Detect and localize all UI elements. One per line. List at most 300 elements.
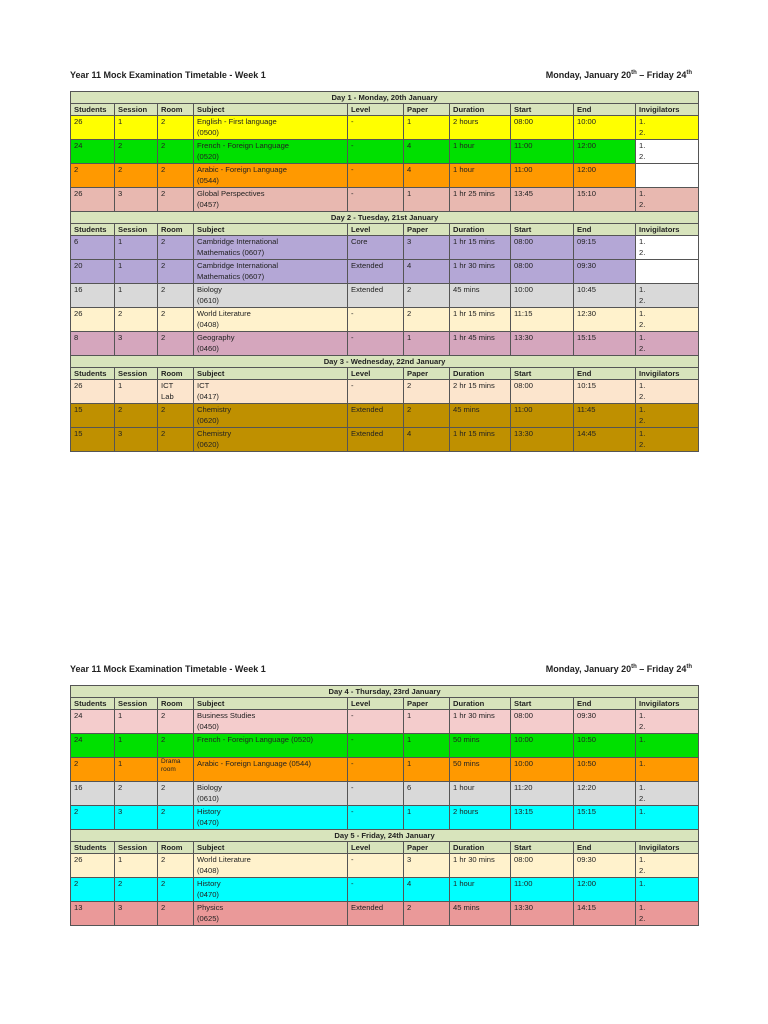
- cell-level: Extended: [348, 284, 404, 308]
- timetable-page-1: [70, 70, 698, 452]
- cell-duration: 45 mins: [450, 404, 511, 428]
- cell-subject: [194, 332, 348, 356]
- cell-invigilators: [636, 782, 699, 806]
- cell-session: 1: [115, 284, 158, 308]
- column-header: Session: [115, 368, 158, 380]
- room-line: ICT: [161, 381, 174, 390]
- subject-code: (0417): [197, 392, 219, 401]
- cell-start: 11:20: [511, 782, 574, 806]
- invigilator-2: 2.: [639, 128, 646, 137]
- invigilator-2: 2.: [639, 152, 646, 161]
- cell-level: -: [348, 854, 404, 878]
- cell-session: 1: [115, 734, 158, 758]
- column-header: Paper: [404, 368, 450, 380]
- cell-duration: 1 hr 30 mins: [450, 260, 511, 284]
- cell-students: 26: [71, 116, 115, 140]
- cell-start: 08:00: [511, 380, 574, 404]
- cell-end: 10:15: [574, 380, 636, 404]
- cell-level: Extended: [348, 428, 404, 452]
- cell-invigilators: [636, 260, 699, 284]
- cell-end: 09:15: [574, 236, 636, 260]
- cell-end: 10:00: [574, 116, 636, 140]
- cell-students: 26: [71, 188, 115, 212]
- cell-start: 11:00: [511, 140, 574, 164]
- column-header: Paper: [404, 698, 450, 710]
- cell-invigilators: [636, 236, 699, 260]
- column-header: Students: [71, 104, 115, 116]
- cell-paper: 1: [404, 188, 450, 212]
- cell-start: 13:30: [511, 902, 574, 926]
- column-header: Start: [511, 842, 574, 854]
- cell-start: 11:00: [511, 404, 574, 428]
- subject-name: Business Studies: [197, 711, 256, 720]
- invigilator-2: 2.: [639, 392, 646, 401]
- cell-level: Extended: [348, 260, 404, 284]
- cell-start: 13:15: [511, 806, 574, 830]
- cell-session: 2: [115, 164, 158, 188]
- column-header: Subject: [194, 104, 348, 116]
- cell-paper: 3: [404, 236, 450, 260]
- subject-name: Cambridge International: [197, 237, 279, 246]
- cell-subject: [194, 734, 348, 758]
- cell-end: 14:15: [574, 902, 636, 926]
- day-title-row: [71, 356, 699, 368]
- cell-invigilators: [636, 428, 699, 452]
- cell-duration: 1 hour: [450, 878, 511, 902]
- column-header: Invigilators: [636, 368, 699, 380]
- cell-start: 08:00: [511, 236, 574, 260]
- cell-paper: 1: [404, 734, 450, 758]
- cell-paper: 1: [404, 332, 450, 356]
- cell-subject: [194, 116, 348, 140]
- cell-room: [158, 284, 194, 308]
- column-header: Students: [71, 842, 115, 854]
- cell-start: 13:30: [511, 332, 574, 356]
- exam-row: [71, 782, 699, 806]
- subject-name: World Literature: [197, 309, 251, 318]
- column-header: Room: [158, 104, 194, 116]
- cell-students: 15: [71, 428, 115, 452]
- page-header: [70, 664, 698, 678]
- column-header-row: [71, 368, 699, 380]
- day-title: Day 1 - Monday, 20th January: [71, 92, 699, 104]
- cell-duration: 1 hr 25 mins: [450, 188, 511, 212]
- cell-room: [158, 236, 194, 260]
- invigilator-1: 1.: [639, 855, 646, 864]
- cell-start: 10:00: [511, 734, 574, 758]
- exam-row: [71, 188, 699, 212]
- cell-session: 2: [115, 404, 158, 428]
- cell-duration: 1 hr 15 mins: [450, 236, 511, 260]
- cell-end: 09:30: [574, 710, 636, 734]
- cell-room: [158, 116, 194, 140]
- cell-room: [158, 380, 194, 404]
- cell-subject: [194, 806, 348, 830]
- cell-invigilators: [636, 854, 699, 878]
- cell-duration: 45 mins: [450, 284, 511, 308]
- invigilator-2: 2.: [639, 248, 646, 257]
- exam-row: [71, 284, 699, 308]
- cell-start: 10:00: [511, 284, 574, 308]
- column-header-row: [71, 104, 699, 116]
- cell-subject: [194, 404, 348, 428]
- invigilator-1: 1.: [639, 711, 646, 720]
- subject-name: Geography: [197, 333, 235, 342]
- day-title-row: [71, 92, 699, 104]
- cell-room: [158, 710, 194, 734]
- invigilator-1: 1.: [639, 333, 646, 342]
- cell-level: -: [348, 878, 404, 902]
- cell-invigilators: [636, 284, 699, 308]
- cell-subject: [194, 236, 348, 260]
- subject-code: (0620): [197, 440, 219, 449]
- cell-room: [158, 260, 194, 284]
- subject-name: Cambridge International: [197, 261, 279, 270]
- cell-students: 2: [71, 878, 115, 902]
- timetable-page-2: [70, 664, 698, 926]
- exam-row: [71, 854, 699, 878]
- room-line: 2: [161, 261, 166, 270]
- invigilator-1: 1.: [639, 735, 646, 744]
- day-title-row: [71, 830, 699, 842]
- cell-level: -: [348, 140, 404, 164]
- column-header: Students: [71, 224, 115, 236]
- subject-code: (0408): [197, 320, 219, 329]
- cell-session: 1: [115, 854, 158, 878]
- column-header: Invigilators: [636, 842, 699, 854]
- cell-paper: 4: [404, 140, 450, 164]
- cell-students: 24: [71, 710, 115, 734]
- cell-students: 13: [71, 902, 115, 926]
- subject-code: (0620): [197, 416, 219, 425]
- cell-subject: [194, 902, 348, 926]
- exam-row: [71, 332, 699, 356]
- cell-room: [158, 902, 194, 926]
- room-line: 2: [161, 165, 166, 174]
- cell-level: -: [348, 164, 404, 188]
- column-header: Invigilators: [636, 104, 699, 116]
- cell-paper: 3: [404, 854, 450, 878]
- cell-duration: 1 hr 45 mins: [450, 332, 511, 356]
- invigilator-2: 2.: [639, 200, 646, 209]
- invigilator-2: 2.: [639, 866, 646, 875]
- column-header: Duration: [450, 698, 511, 710]
- cell-end: 10:50: [574, 758, 636, 782]
- cell-end: 09:30: [574, 854, 636, 878]
- subject-name: Physics: [197, 903, 224, 912]
- cell-room: [158, 188, 194, 212]
- cell-room: [158, 806, 194, 830]
- subject-name: ICT: [197, 381, 210, 390]
- column-header: Room: [158, 368, 194, 380]
- invigilator-2: 2.: [639, 440, 646, 449]
- cell-students: 24: [71, 140, 115, 164]
- cell-level: -: [348, 758, 404, 782]
- cell-duration: 1 hour: [450, 782, 511, 806]
- column-header: Room: [158, 224, 194, 236]
- exam-row: [71, 380, 699, 404]
- cell-start: 08:00: [511, 260, 574, 284]
- cell-students: 2: [71, 806, 115, 830]
- cell-room: [158, 428, 194, 452]
- invigilator-1: 1.: [639, 117, 646, 126]
- cell-session: 2: [115, 308, 158, 332]
- room-line: 2: [161, 855, 166, 864]
- exam-row: [71, 236, 699, 260]
- invigilator-1: 1.: [639, 807, 646, 816]
- subject-code: (0450): [197, 722, 219, 731]
- cell-level: -: [348, 188, 404, 212]
- cell-end: 11:45: [574, 404, 636, 428]
- cell-room: [158, 140, 194, 164]
- exam-row: [71, 140, 699, 164]
- day-title-row: [71, 686, 699, 698]
- column-header: Duration: [450, 224, 511, 236]
- cell-invigilators: [636, 758, 699, 782]
- cell-level: -: [348, 710, 404, 734]
- cell-duration: 50 mins: [450, 734, 511, 758]
- column-header: Subject: [194, 698, 348, 710]
- column-header: Room: [158, 842, 194, 854]
- cell-duration: 2 hours: [450, 806, 511, 830]
- cell-room: [158, 758, 194, 782]
- cell-start: 13:45: [511, 188, 574, 212]
- cell-end: 09:30: [574, 260, 636, 284]
- room-line: 2: [161, 429, 166, 438]
- cell-session: 1: [115, 710, 158, 734]
- room-line: 2: [161, 309, 166, 318]
- cell-invigilators: [636, 806, 699, 830]
- cell-level: Extended: [348, 902, 404, 926]
- cell-duration: 1 hr 30 mins: [450, 710, 511, 734]
- cell-subject: [194, 380, 348, 404]
- cell-paper: 2: [404, 404, 450, 428]
- cell-subject: [194, 164, 348, 188]
- invigilator-1: 1.: [639, 189, 646, 198]
- cell-invigilators: [636, 308, 699, 332]
- cell-session: 2: [115, 140, 158, 164]
- cell-room: [158, 854, 194, 878]
- invigilator-2: 2.: [639, 794, 646, 803]
- cell-end: 10:50: [574, 734, 636, 758]
- timetable-week1-part1: [70, 91, 699, 452]
- subject-name: Biology: [197, 783, 222, 792]
- exam-row: [71, 260, 699, 284]
- column-header: Duration: [450, 368, 511, 380]
- cell-level: -: [348, 116, 404, 140]
- cell-duration: 50 mins: [450, 758, 511, 782]
- invigilator-2: 2.: [639, 914, 646, 923]
- room-line: 2: [161, 903, 166, 912]
- cell-paper: 1: [404, 806, 450, 830]
- exam-row: [71, 428, 699, 452]
- date-range: Monday, January 20th – Friday 24th: [545, 70, 692, 80]
- room-line: 2: [161, 879, 166, 888]
- column-header: Start: [511, 368, 574, 380]
- cell-subject: [194, 140, 348, 164]
- cell-session: 1: [115, 758, 158, 782]
- column-header: Duration: [450, 104, 511, 116]
- cell-invigilators: [636, 164, 699, 188]
- cell-invigilators: [636, 404, 699, 428]
- cell-session: 2: [115, 782, 158, 806]
- subject-code: Mathematics (0607): [197, 272, 265, 281]
- cell-end: 10:45: [574, 284, 636, 308]
- cell-paper: 1: [404, 116, 450, 140]
- column-header-row: [71, 842, 699, 854]
- subject-name: Biology: [197, 285, 222, 294]
- column-header: Invigilators: [636, 224, 699, 236]
- subject-code: (0500): [197, 128, 219, 137]
- column-header: Duration: [450, 842, 511, 854]
- cell-session: 1: [115, 380, 158, 404]
- subject-code: (0408): [197, 866, 219, 875]
- room-line: Lab: [161, 392, 174, 401]
- cell-room: [158, 332, 194, 356]
- subject-code: (0610): [197, 296, 219, 305]
- column-header: Level: [348, 224, 404, 236]
- cell-paper: 4: [404, 428, 450, 452]
- cell-end: 15:15: [574, 332, 636, 356]
- column-header: Subject: [194, 842, 348, 854]
- cell-session: 1: [115, 260, 158, 284]
- cell-session: 3: [115, 806, 158, 830]
- cell-students: 16: [71, 782, 115, 806]
- cell-room: [158, 164, 194, 188]
- room-line: 2: [161, 405, 166, 414]
- subject-code: (0457): [197, 200, 219, 209]
- column-header: Paper: [404, 224, 450, 236]
- column-header: Level: [348, 698, 404, 710]
- subject-name: French - Foreign Language: [197, 141, 290, 150]
- invigilator-1: 1.: [639, 237, 646, 246]
- cell-start: 08:00: [511, 854, 574, 878]
- invigilator-2: 2.: [639, 344, 646, 353]
- cell-subject: [194, 284, 348, 308]
- cell-duration: 1 hr 15 mins: [450, 428, 511, 452]
- day-title: Day 3 - Wednesday, 22nd January: [71, 356, 699, 368]
- cell-students: 20: [71, 260, 115, 284]
- timetable-week1-part2: [70, 685, 699, 926]
- invigilator-1: 1.: [639, 285, 646, 294]
- cell-start: 13:30: [511, 428, 574, 452]
- cell-students: 2: [71, 758, 115, 782]
- column-header: Session: [115, 842, 158, 854]
- cell-students: 2: [71, 164, 115, 188]
- column-header: End: [574, 224, 636, 236]
- day-title-row: [71, 212, 699, 224]
- invigilator-2: 2.: [639, 722, 646, 731]
- cell-level: -: [348, 806, 404, 830]
- column-header: Room: [158, 698, 194, 710]
- cell-room: [158, 878, 194, 902]
- cell-level: Extended: [348, 404, 404, 428]
- cell-session: 1: [115, 236, 158, 260]
- cell-invigilators: [636, 878, 699, 902]
- cell-room: [158, 782, 194, 806]
- cell-level: Core: [348, 236, 404, 260]
- cell-duration: 1 hour: [450, 140, 511, 164]
- column-header: Session: [115, 224, 158, 236]
- cell-invigilators: [636, 734, 699, 758]
- column-header: Session: [115, 104, 158, 116]
- exam-row: [71, 806, 699, 830]
- column-header: Level: [348, 368, 404, 380]
- cell-paper: 4: [404, 260, 450, 284]
- room-line: 2: [161, 237, 166, 246]
- room-line: 2: [161, 141, 166, 150]
- cell-invigilators: [636, 116, 699, 140]
- cell-paper: 2: [404, 902, 450, 926]
- cell-invigilators: [636, 902, 699, 926]
- cell-duration: 2 hr 15 mins: [450, 380, 511, 404]
- cell-paper: 4: [404, 878, 450, 902]
- column-header: Session: [115, 698, 158, 710]
- room-line: Drama: [161, 758, 181, 765]
- column-header: End: [574, 842, 636, 854]
- room-line: 2: [161, 711, 166, 720]
- subject-name: Chemistry: [197, 405, 232, 414]
- exam-row: [71, 710, 699, 734]
- cell-room: [158, 734, 194, 758]
- day-title: Day 2 - Tuesday, 21st January: [71, 212, 699, 224]
- cell-subject: [194, 878, 348, 902]
- room-line: 2: [161, 735, 166, 744]
- cell-session: 3: [115, 332, 158, 356]
- cell-invigilators: [636, 140, 699, 164]
- cell-duration: 45 mins: [450, 902, 511, 926]
- subject-code: (0470): [197, 890, 219, 899]
- cell-duration: 1 hr 15 mins: [450, 308, 511, 332]
- cell-students: 8: [71, 332, 115, 356]
- column-header-row: [71, 224, 699, 236]
- cell-paper: 2: [404, 284, 450, 308]
- column-header: End: [574, 698, 636, 710]
- cell-room: [158, 404, 194, 428]
- subject-name: Arabic - Foreign Language (0544): [197, 759, 311, 768]
- room-line: room: [161, 766, 176, 773]
- exam-row: [71, 734, 699, 758]
- cell-subject: [194, 854, 348, 878]
- subject-name: French - Foreign Language (0520): [197, 735, 314, 744]
- cell-duration: 1 hr 30 mins: [450, 854, 511, 878]
- exam-row: [71, 902, 699, 926]
- cell-subject: [194, 308, 348, 332]
- cell-level: -: [348, 734, 404, 758]
- cell-subject: [194, 428, 348, 452]
- subject-code: Mathematics (0607): [197, 248, 265, 257]
- cell-session: 3: [115, 188, 158, 212]
- subject-name: History: [197, 879, 221, 888]
- cell-students: 24: [71, 734, 115, 758]
- column-header: Students: [71, 368, 115, 380]
- cell-session: 1: [115, 116, 158, 140]
- column-header: Start: [511, 224, 574, 236]
- cell-end: 14:45: [574, 428, 636, 452]
- subject-name: Chemistry: [197, 429, 232, 438]
- cell-invigilators: [636, 380, 699, 404]
- column-header: End: [574, 368, 636, 380]
- room-line: 2: [161, 285, 166, 294]
- cell-start: 11:00: [511, 164, 574, 188]
- cell-start: 08:00: [511, 116, 574, 140]
- exam-row: [71, 308, 699, 332]
- cell-level: -: [348, 308, 404, 332]
- cell-students: 26: [71, 854, 115, 878]
- cell-subject: [194, 758, 348, 782]
- invigilator-1: 1.: [639, 783, 646, 792]
- cell-subject: [194, 782, 348, 806]
